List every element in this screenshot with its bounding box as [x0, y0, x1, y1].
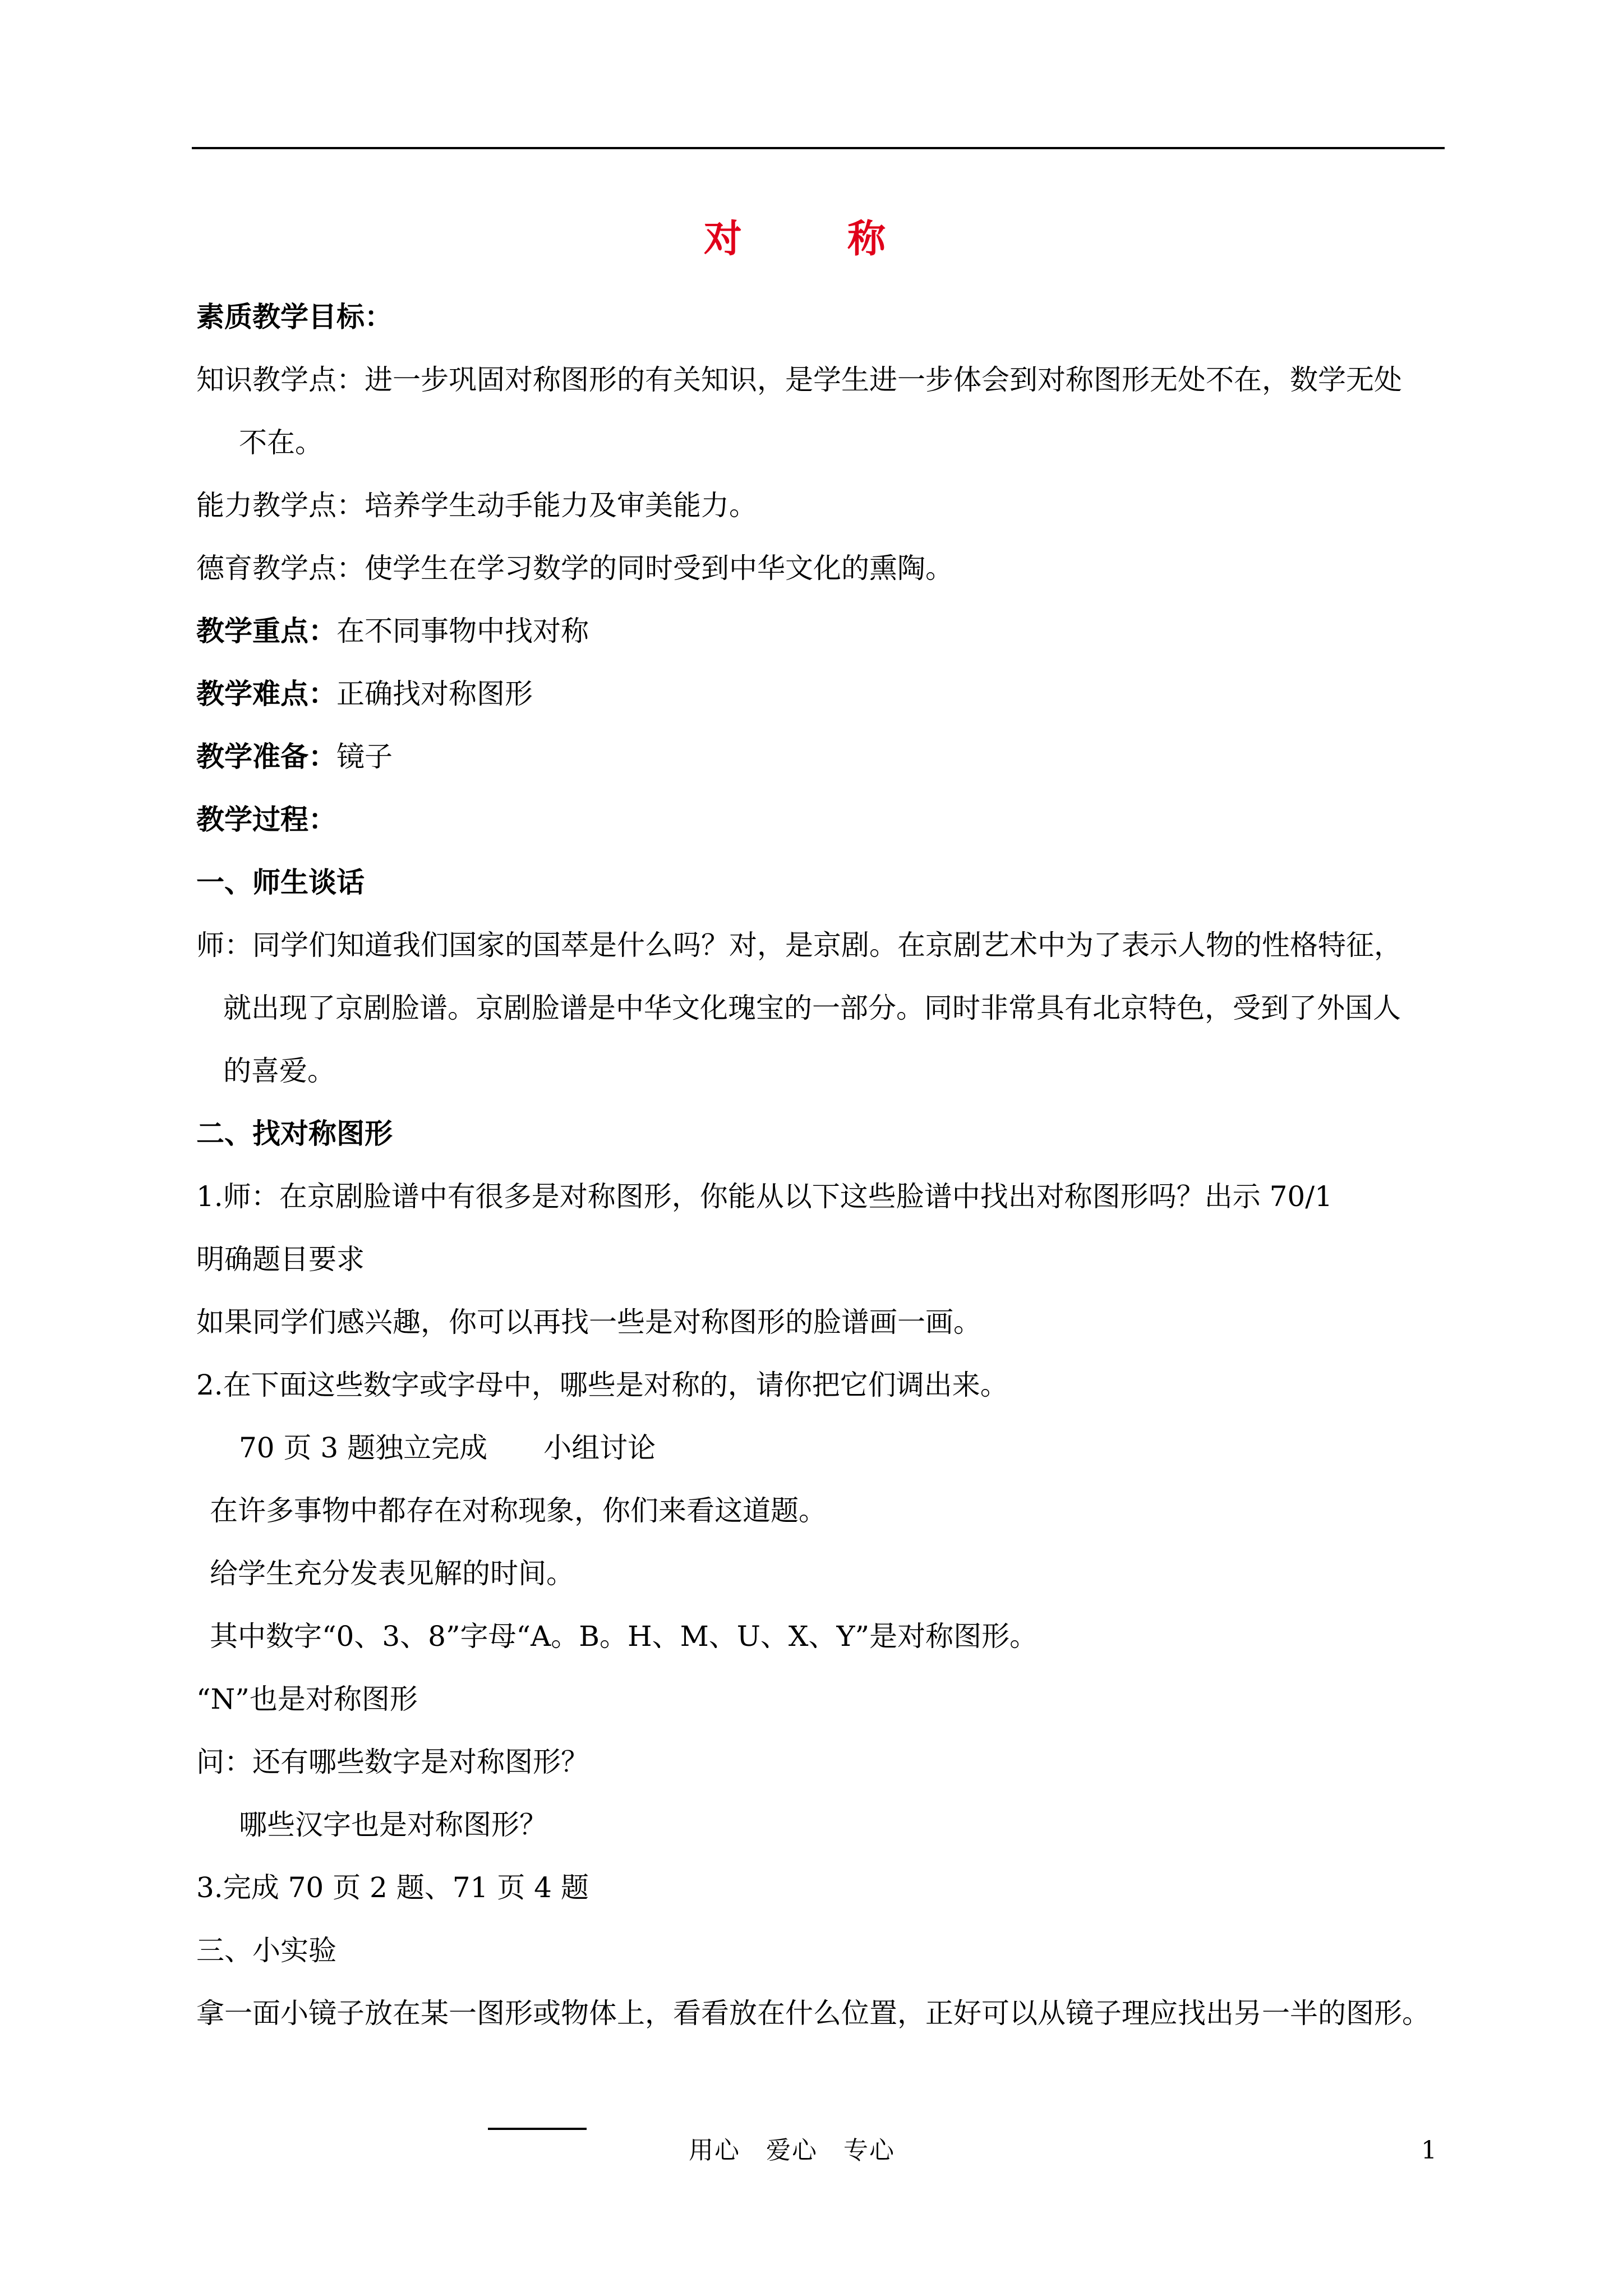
document-title: 对 称: [703, 217, 919, 261]
footer-motto: 用心 爱心 专心: [689, 2136, 895, 2165]
page-number: 1: [1421, 2136, 1437, 2165]
page-70-line: 70 页 3 题独立完成 小组讨论: [239, 1432, 656, 1464]
key-point-line: [196, 611, 589, 651]
dialogue-line-cont-2: 的喜爱。: [223, 1055, 335, 1087]
task-1-line: 1.师：在京剧脸谱中有很多是对称图形，你能从以下这些脸谱中找出对称图形吗？出示 70/1: [196, 1180, 1332, 1213]
difficult-point-label: 教学难点：: [196, 677, 336, 710]
discussion-time-line: 给学生充分发表见解的时间。: [210, 1557, 574, 1590]
difficult-point-line: [196, 674, 533, 714]
section-heading-process: 教学过程：: [196, 803, 336, 836]
interest-line: 如果同学们感兴趣，你可以再找一些是对称图形的脸谱画一画。: [196, 1306, 981, 1338]
preparation-text: 镜子: [336, 740, 393, 773]
preparation-label: 教学准备：: [196, 740, 336, 773]
header-rule: [192, 147, 1445, 149]
answer-line: 其中数字“0、3、8”字母“A。B。H、M、U、X、Y”是对称图形。: [210, 1620, 1038, 1653]
footer-rule: [488, 2128, 587, 2130]
section-heading-find: 二、找对称图形: [196, 1117, 393, 1150]
key-point-text: 在不同事物中找对称: [336, 615, 589, 647]
knowledge-point-line: 知识教学点：进一步巩固对称图形的有关知识，是学生进一步体会到对称图形无处不在，数学无处: [196, 364, 1402, 396]
experiment-line: 拿一面小镜子放在某一图形或物体上，看看放在什么位置，正好可以从镜子理应找出另一半的图形。: [196, 1997, 1430, 2030]
difficult-point-text: 正确找对称图形: [336, 678, 533, 710]
section-heading-objectives: 素质教学目标：: [196, 300, 393, 333]
knowledge-point-line-cont: 不在。: [239, 426, 323, 459]
section-heading-experiment: 三、小实验: [196, 1934, 336, 1967]
question-chinese-line: 哪些汉字也是对称图形？: [239, 1809, 547, 1841]
n-symmetric-line: “N”也是对称图形: [196, 1683, 418, 1715]
section-heading-dialogue: 一、师生谈话: [196, 866, 365, 899]
key-point-label: 教学重点：: [196, 614, 336, 647]
task-requirement-line: 明确题目要求: [196, 1243, 365, 1276]
ability-point-line: 能力教学点：培养学生动手能力及审美能力。: [196, 489, 757, 522]
task-2-line: 2.在下面这些数字或字母中，哪些是对称的，请你把它们调出来。: [196, 1369, 1008, 1401]
task-3-line: 3.完成 70 页 2 题、71 页 4 题: [196, 1871, 589, 1904]
phenomenon-line: 在许多事物中都存在对称现象，你们来看这道题。: [210, 1494, 827, 1527]
dialogue-line: 师：同学们知道我们国家的国萃是什么吗？对，是京剧。在京剧艺术中为了表示人物的性格特征，: [196, 929, 1402, 961]
moral-point-line: 德育教学点：使学生在学习数学的同时受到中华文化的熏陶。: [196, 552, 953, 585]
question-digits-line: 问：还有哪些数字是对称图形？: [196, 1746, 589, 1778]
dialogue-line-cont: 就出现了京剧脸谱。京剧脸谱是中华文化瑰宝的一部分。同时非常具有北京特色，受到了外国人: [223, 992, 1401, 1024]
preparation-line: [196, 737, 393, 776]
